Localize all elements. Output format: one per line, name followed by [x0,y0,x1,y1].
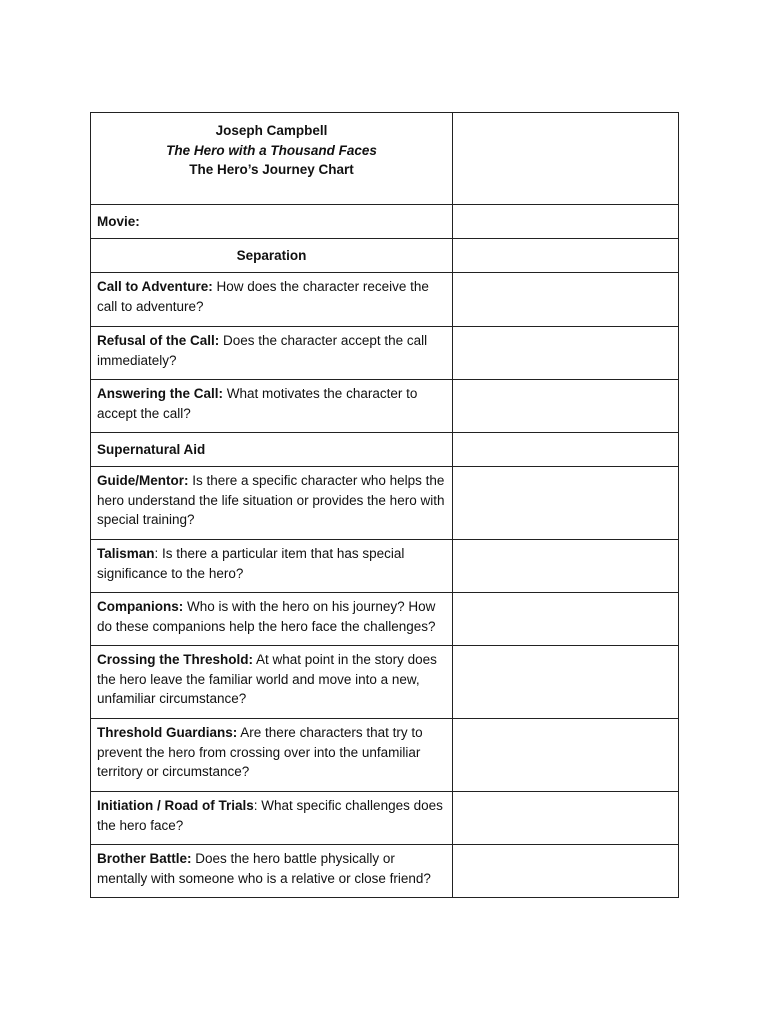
table-row [91,719,679,792]
answer-cell[interactable] [453,380,679,433]
guide-mentor-cell [91,467,453,540]
talisman-cell [91,540,453,593]
row-term: Supernatural Aid [97,442,206,457]
answer-cell[interactable] [453,593,679,646]
answer-cell[interactable] [453,327,679,380]
row-term: Initiation / Road of Trials [97,798,254,813]
movie-label: Movie: [97,214,140,229]
companions-cell [91,593,453,646]
row-term: Talisman [97,546,155,561]
row-question: What motivates the character to accept the call? [97,386,418,421]
row-term: Guide/Mentor: [97,473,189,488]
threshold-guardians-cell [91,719,453,792]
movie-answer-cell[interactable] [453,205,679,239]
movie-cell [91,205,453,239]
table-row [91,540,679,593]
row-question: : What specific challenges does the hero face? [97,798,443,833]
row-term: Refusal of the Call: [97,333,220,348]
author-name: Joseph Campbell [215,123,328,138]
answer-cell[interactable] [453,467,679,540]
row-term: Answering the Call: [97,386,224,401]
answer-cell[interactable] [453,273,679,327]
separation-row [91,239,679,273]
row-question: Who is with the hero on his journey? How do these companions help the hero face the challenges? [97,599,436,634]
row-question: Does the hero battle physically or mentally with someone who is a relative or close friend? [97,851,431,886]
row-term: Brother Battle: [97,851,192,866]
supernatural-aid-cell [91,433,453,467]
title-cell [91,113,453,205]
answer-cell[interactable] [453,433,679,467]
table-row [91,467,679,540]
heros-journey-table [90,112,679,898]
brother-battle-cell [91,845,453,898]
refusal-cell [91,327,453,380]
answer-cell[interactable] [453,113,679,205]
row-question: : Is there a particular item that has special significance to the hero? [97,546,405,581]
table-row [91,845,679,898]
row-term: Call to Adventure: [97,279,213,294]
answer-cell[interactable] [453,845,679,898]
call-to-adventure-cell [91,273,453,327]
row-term: Threshold Guardians: [97,725,238,740]
answer-cell[interactable] [453,792,679,845]
movie-row [91,205,679,239]
answer-cell[interactable] [453,239,679,273]
row-question: How does the character receive the call to adventure? [97,279,429,314]
row-term: Companions: [97,599,184,614]
table-row [91,273,679,327]
answer-cell[interactable] [453,646,679,719]
row-term: Crossing the Threshold: [97,652,254,667]
road-of-trials-cell [91,792,453,845]
chart-title: The Hero’s Journey Chart [189,162,354,177]
separation-heading: Separation [91,239,453,273]
table-row [91,646,679,719]
table-row [91,327,679,380]
answering-cell [91,380,453,433]
row-question: Does the character accept the call immediately? [97,333,428,368]
table-row [91,792,679,845]
answer-cell[interactable] [453,540,679,593]
table-row [91,433,679,467]
crossing-threshold-cell [91,646,453,719]
table-row [91,593,679,646]
book-title: The Hero with a Thousand Faces [166,142,377,158]
title-row [91,113,679,205]
row-question: Are there characters that try to prevent the hero from crossing over into the unfamiliar territory or circumstance? [97,725,423,779]
answer-cell[interactable] [453,719,679,792]
table-row [91,380,679,433]
row-question: At what point in the story does the hero leave the familiar world and move into a new, unfamiliar circumstance? [97,652,437,706]
row-question: Is there a specific character who helps the hero understand the life situation or provides the hero with special training? [97,473,445,527]
